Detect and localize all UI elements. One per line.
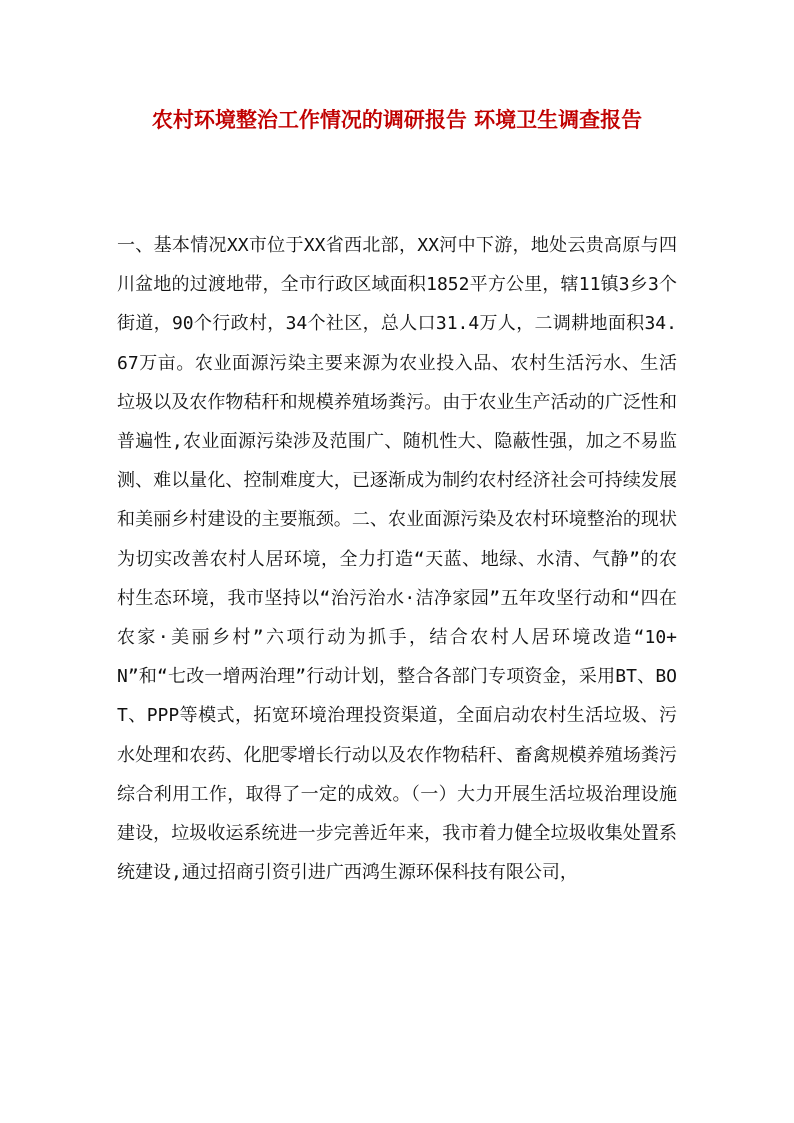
document-body: 一、基本情况XX市位于XX省西北部，XX河中下游，地处云贵高原与四川盆地的过渡地带，全市行政区域面积1852平方公里，辖11镇3乡3个街道，90个行政村，34个社区，总人口31.4万人，二调耕地面积34.67万亩。农业面源污染主要来源为农业投入品、农村生活污水、生活垃圾以及农作物秸秆和规模养殖场粪污。由于农业生产活动的广泛性和普遍性,农业面源污染涉及范围广、随机性大、隐蔽性强，加之不易监测、难以量化、控制难度大，已逐渐成为制约农村经济社会可持续发展和美丽乡村建设的主要瓶颈。二、农业面源污染及农村环境整治的现状为切实改善农村人居环境，全力打造“天蓝、地绿、水清、气静”的农村生态环境，我市坚持以“治污治水·洁净家园”五年攻坚行动和“四在农家·美丽乡村”六项行动为抓手，结合农村人居环境改造“10+N”和“七改一增两治理”行动计划，整合各部门专项资金，采用BT、BOT、PPP等模式，拓宽环境治理投资渠道，全面启动农村生活垃圾、污水处理和农药、化肥零增长行动以及农作物秸秆、畜禽规模养殖场粪污综合利用工作，取得了一定的成效。（一）大力开展生活垃圾治理设施建设，垃圾收运系统进一步完善近年来，我市着力健全垃圾收集处置系统建设,通过招商引资引进广西鸿生源环保科技有限公司， [117,235,677,884]
document-title: 农村环境整治工作情况的调研报告 环境卫生调查报告 [151,107,643,132]
